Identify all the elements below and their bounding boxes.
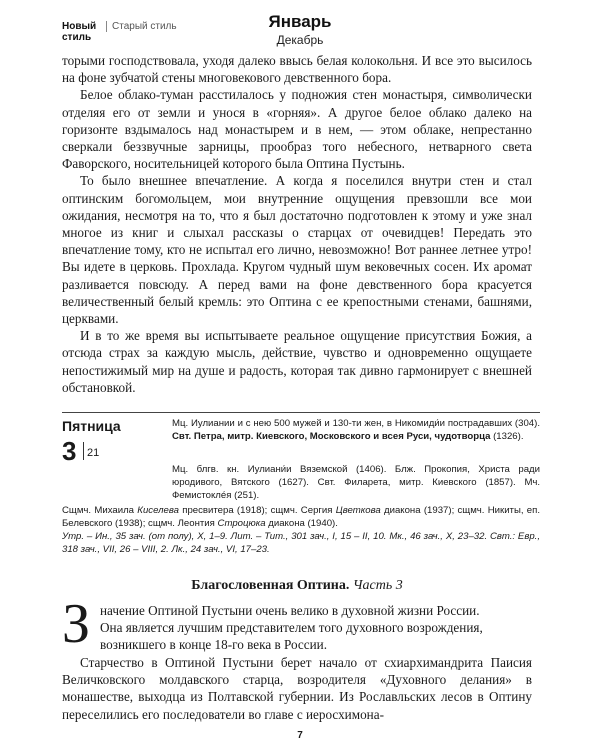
saints-commemoration-2 bbox=[172, 464, 540, 502]
new-martyrs bbox=[62, 505, 540, 531]
page-title-month: Январь bbox=[268, 12, 332, 31]
new-style-label: Новый стиль bbox=[62, 21, 97, 43]
section-title bbox=[62, 578, 532, 594]
scripture-readings bbox=[62, 531, 540, 557]
readings-text: Утр. – Ин., 35 зач. (от полу), Х, 1–9. Лит. – Тит., 301 зач., I, 15 – II, 10. Мк., 46 зач., Х, 23–32. Свт.: Евр., 318 зач., VII, 26 – VIII, 2. Лк., 24 зач., VI, 17–23. bbox=[62, 531, 540, 555]
old-style-month: Декабрь bbox=[276, 33, 324, 47]
paragraph: торыми господствовала, уходя далеко ввысь белая колокольня. И все это высилось на фоне зубчатой стены многовекового девственного бора. bbox=[62, 53, 532, 86]
day-separator bbox=[83, 442, 84, 460]
saints-line-1: Мц. Иулиании и с нею 500 мужей и 130-ти жен, в Никомиди́и пострадавших (304). Свт. Петра, митр. Киевского, Московского и всея Руси, чудотворца (1326). bbox=[172, 418, 540, 442]
paragraph: Белое облако-туман расстилалось у подножия стен монастыря, символически отделяя его от земли и унося в «горняя». А другое белое облако далеко на горизонте вздымалось над монастырем и в нем, — этом облаке, непрестанно сверкали беззвучные зарницы, прообраз того небесного, нетварного света Фаворского, носительницей которого была Оптина Пустынь. bbox=[62, 87, 532, 172]
section-title-main: Благословенная Оптина. bbox=[191, 578, 350, 593]
drop-cap-lines bbox=[100, 602, 532, 654]
new-martyrs-text: Сщмч. Михаила Киселева пресвитера (1918); сщмч. Сергия Цветкова диакона (1937); сщмч. Никиты, еп. Белевского (1938); сщмч. Леонтия Строцюка диакона (1940). bbox=[62, 505, 540, 529]
paragraph: То было внешнее впечатление. А когда я поселился внутри стен и стал оптинским богомольцем, мои внутренние ощущения превзошли все мои ожидания, несмотря на то, что я был достаточно подготовлен к этому и уже знал многое из книг и слыхал рассказы о старцах от очевидцев! Передать это впечатление тому, кто не испытал его лично, невозможно! Вот раннее летнее утро! Вы идете в церковь. Прохлада. Кругом чудный шум вековечных сосен. Их аромат разливается повсюду. А перед вами на фоне девственного бора красуется величественный белый кремль: это Оптина с ее крепостными стенами, башнями, церквами. bbox=[62, 173, 532, 327]
page-number: 7 bbox=[297, 730, 303, 741]
paragraph: Старчество в Оптиной Пустыни берет начало от схиархимандрита Паисия Величковского молдавского старца, возродителя «Духовного делания» в монашестве, выходца из Полтавской губернии. Из Рославльских лесов в Оптину переселились его последователи во главе с иеросхимона- bbox=[62, 655, 532, 722]
day-number-new-style: 3 bbox=[62, 436, 77, 466]
text-line: возникшего в конце 18-го века в России. bbox=[100, 637, 328, 653]
calendar-divider bbox=[62, 412, 540, 413]
day-number-old-style: 21 bbox=[87, 447, 100, 459]
weekday-label: Пятница bbox=[62, 418, 121, 434]
article-text-top bbox=[62, 52, 532, 396]
text-line: Она является лучшим представителем того духовного возрождения, bbox=[100, 620, 483, 636]
text-line: начение Оптиной Пустыни очень велико в духовной жизни России. bbox=[100, 603, 480, 618]
saints-line-2: Мц. блгв. кн. Иулиани́и Вяземской (1406). Блж. Прокопия, Христа ради юродивого, Вятского (1627). Свт. Филарета, митр. Киевского (1857). Мч. Фемистокле́я (251). bbox=[172, 464, 540, 501]
section-title-part: Часть 3 bbox=[352, 578, 403, 593]
paragraph: И в то же время вы испытываете реальное ощущение присутствия Божия, а отсюда страх за каждую мысль, действие, чувство и одновременно ощущаете непостижимый мир на душе и радость, которая так дивно гармонирует с внешней обстановкой. bbox=[62, 328, 532, 395]
article-text-bottom bbox=[62, 654, 532, 723]
old-style-label: Старый стиль bbox=[106, 21, 177, 32]
saints-commemoration bbox=[172, 418, 540, 444]
drop-cap-letter: З bbox=[62, 593, 91, 655]
